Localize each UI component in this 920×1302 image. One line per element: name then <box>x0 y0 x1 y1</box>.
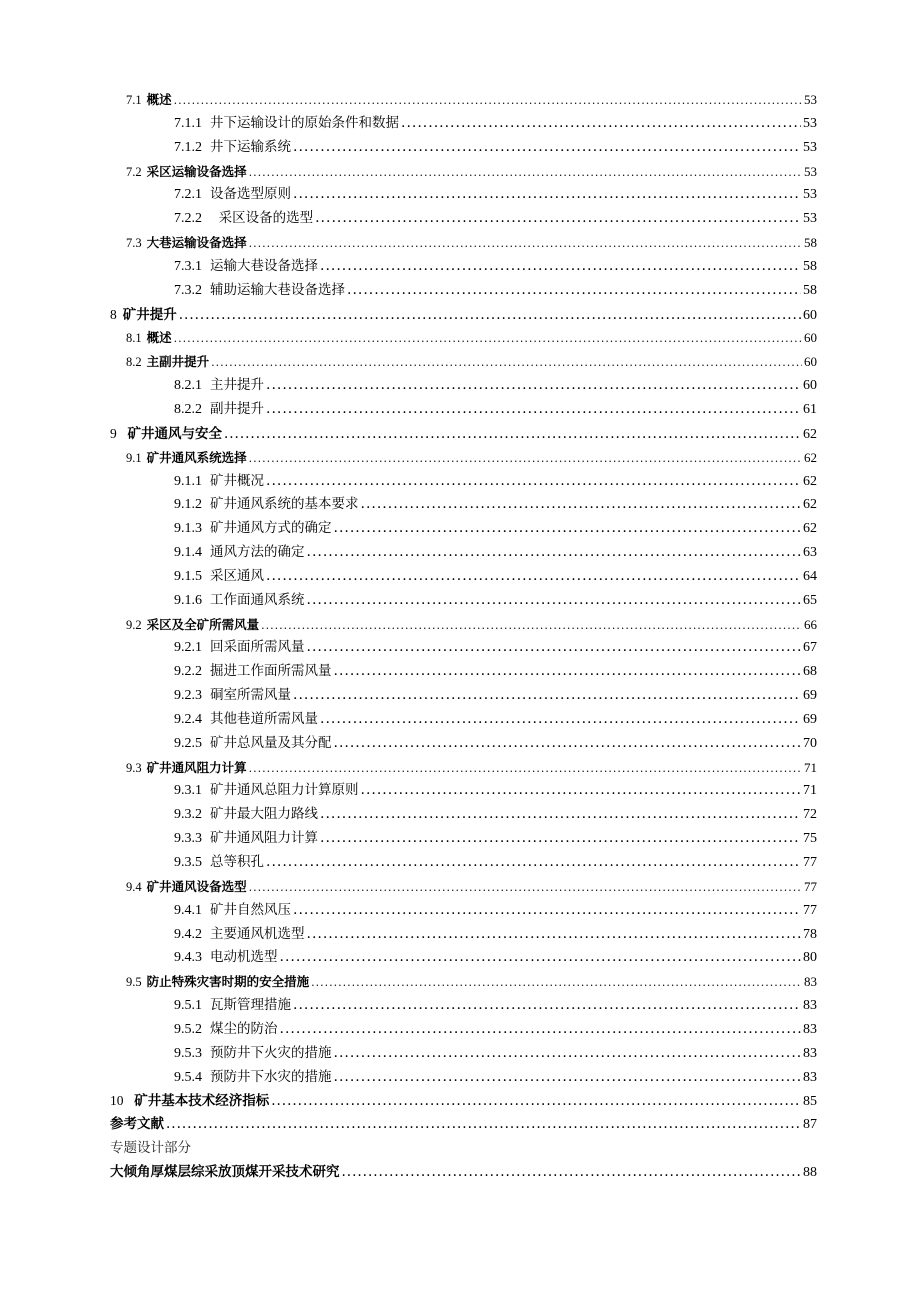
toc-entry[interactable] <box>174 1042 817 1066</box>
toc-entry-number: 9.4.3 <box>174 950 202 966</box>
toc-entry[interactable] <box>126 970 817 994</box>
toc-entry[interactable] <box>174 946 817 970</box>
toc-entry-title: 矿井通风总阻力计算原则 <box>210 782 359 799</box>
toc-entry-title: 总等积孔 <box>210 854 264 870</box>
toc-dot-leader <box>249 447 802 471</box>
toc-entry[interactable] <box>126 446 817 470</box>
toc-entry-number: 9.2.4 <box>174 711 202 727</box>
toc-entry-title: 主副井提升 <box>146 354 210 370</box>
toc-entry-title: 掘进工作面所需风量 <box>210 663 332 680</box>
toc-entry[interactable] <box>110 1089 817 1113</box>
toc-entry-title: 回采面所需风量 <box>210 639 305 656</box>
toc-entry[interactable] <box>126 160 817 184</box>
toc-entry-title: 专题设计部分 <box>110 1140 191 1157</box>
toc-dot-leader <box>166 1113 801 1137</box>
toc-entry-title: 预防井下火灾的措施 <box>210 1044 332 1061</box>
toc-entry-number: 7.2 <box>126 164 142 179</box>
toc-dot-leader <box>307 589 802 613</box>
toc-entry-page-number: 88 <box>803 1164 817 1180</box>
toc-entry[interactable] <box>174 112 817 136</box>
toc-entry-page-number: 78 <box>803 926 817 942</box>
toc-entry[interactable] <box>174 923 817 947</box>
toc-dot-leader <box>249 232 802 256</box>
toc-entry-title: 矿井最大阻力路线 <box>210 806 318 823</box>
toc-dot-leader <box>174 89 802 113</box>
toc-entry-number: 9.2.5 <box>174 735 202 751</box>
toc-entry[interactable] <box>174 398 817 422</box>
toc-entry[interactable] <box>174 851 817 875</box>
toc-dot-leader <box>293 899 801 923</box>
toc-entry[interactable] <box>174 899 817 923</box>
toc-entry[interactable] <box>174 517 817 541</box>
toc-dot-leader <box>266 851 801 875</box>
toc-entry-page-number: 77 <box>803 902 817 918</box>
toc-dot-leader <box>293 136 801 160</box>
toc-entry[interactable] <box>174 470 817 494</box>
toc-entry-title: 矿井通风设备选型 <box>146 878 247 894</box>
toc-entry-page-number: 53 <box>803 211 817 227</box>
toc-entry-page-number: 66 <box>804 616 817 632</box>
toc-entry-number: 9.4.1 <box>174 902 202 918</box>
toc-entry-title: 井下运输系统 <box>210 138 291 155</box>
toc-dot-leader <box>307 541 802 565</box>
toc-entry-page-number: 64 <box>803 568 817 584</box>
toc-entry-page-number: 62 <box>804 449 817 465</box>
toc-dot-leader <box>307 923 802 947</box>
toc-entry-number: 9.1.3 <box>174 521 202 537</box>
table-of-contents <box>0 88 920 1185</box>
toc-entry-title: 其他巷道所需风量 <box>210 710 318 727</box>
toc-entry[interactable] <box>110 1113 817 1137</box>
toc-dot-leader <box>320 827 801 851</box>
toc-entry-number: 7.3.1 <box>174 258 202 274</box>
toc-entry-page-number: 60 <box>804 330 817 346</box>
toc-dot-leader <box>249 757 802 781</box>
toc-entry[interactable] <box>174 636 817 660</box>
toc-dot-leader <box>271 1090 801 1114</box>
toc-entry[interactable] <box>174 1018 817 1042</box>
toc-entry-number: 9.1.6 <box>174 592 202 608</box>
toc-entry-number: 7.1.1 <box>174 115 202 131</box>
toc-entry-page-number: 83 <box>803 1021 817 1037</box>
toc-entry[interactable] <box>174 803 817 827</box>
toc-entry-number: 9.1.5 <box>174 568 202 584</box>
toc-entry-number: 9.3.3 <box>174 831 202 847</box>
toc-entry-title: 煤尘的防治 <box>210 1020 278 1037</box>
toc-entry[interactable] <box>174 183 817 207</box>
toc-entry-page-number: 85 <box>803 1094 817 1110</box>
toc-dot-leader <box>342 1161 802 1185</box>
toc-entry-title: 采区通风 <box>210 567 264 584</box>
toc-entry-page-number: 53 <box>803 187 817 203</box>
toc-entry-page-number: 62 <box>803 497 817 513</box>
toc-entry-title: 矿井通风阻力计算 <box>146 759 247 775</box>
toc-entry-number: 9.1 <box>126 450 142 465</box>
toc-entry-number: 7.1.2 <box>174 139 202 155</box>
toc-dot-leader <box>334 1066 802 1090</box>
toc-entry-number: 9.3 <box>126 760 142 775</box>
toc-entry-page-number: 77 <box>803 855 817 870</box>
toc-entry-number: 10 <box>110 1093 124 1109</box>
toc-entry[interactable] <box>110 1161 817 1185</box>
toc-entry-page-number: 62 <box>803 426 817 442</box>
toc-dot-leader <box>293 183 801 207</box>
toc-entry-number: 9.1.2 <box>174 497 202 513</box>
toc-entry-title: 矿井通风方式的确定 <box>210 520 332 537</box>
toc-entry-title: 设备选型原则 <box>210 186 291 203</box>
toc-entry[interactable] <box>126 613 817 637</box>
toc-dot-leader <box>266 398 801 422</box>
toc-dot-leader <box>334 517 802 541</box>
toc-entry[interactable] <box>110 303 817 327</box>
toc-entry-title: 大巷运输设备选择 <box>146 235 247 251</box>
toc-entry-number: 9.5 <box>126 975 142 990</box>
toc-entry-title: 矿井概况 <box>210 472 264 489</box>
toc-entry-title: 主要通风机选型 <box>210 925 305 942</box>
toc-entry[interactable] <box>126 350 817 374</box>
toc-entry-number: 9.2.1 <box>174 640 202 656</box>
toc-entry[interactable] <box>174 827 817 851</box>
toc-entry[interactable] <box>126 88 817 112</box>
toc-entry-page-number: 83 <box>804 974 817 990</box>
toc-entry-title: 矿井通风阻力计算 <box>210 830 318 847</box>
toc-entry-title: 瓦斯管理措施 <box>210 997 291 1014</box>
toc-dot-leader <box>320 255 801 279</box>
toc-entry-title: 矿井通风与安全 <box>122 425 222 442</box>
toc-entry[interactable] <box>174 660 817 684</box>
toc-entry-number: 9.4.2 <box>174 926 202 942</box>
toc-entry-title: 矿井总风量及其分配 <box>210 734 332 751</box>
toc-entry-page-number: 72 <box>803 807 817 823</box>
toc-entry-number: 8.1 <box>126 331 142 346</box>
toc-entry-page-number: 77 <box>804 878 817 894</box>
toc-dot-leader <box>261 614 802 638</box>
toc-dot-leader <box>320 708 801 732</box>
toc-entry-title: 工作面通风系统 <box>210 591 305 608</box>
toc-dot-leader <box>311 971 802 995</box>
toc-entry-number: 9.5.2 <box>174 1021 202 1037</box>
toc-entry[interactable] <box>174 255 817 279</box>
toc-entry[interactable] <box>110 422 817 446</box>
toc-entry-page-number: 53 <box>804 163 817 179</box>
toc-entry-page-number: 83 <box>803 1069 817 1085</box>
toc-entry[interactable] <box>174 493 817 517</box>
toc-entry-number: 9.5.4 <box>174 1069 202 1085</box>
toc-entry-title: 大倾角厚煤层综采放顶煤开采技术研究 <box>110 1163 340 1180</box>
toc-dot-leader <box>334 1042 802 1066</box>
toc-entry-title: 矿井自然风压 <box>210 901 291 918</box>
toc-entry-number: 9.5.1 <box>174 998 202 1014</box>
toc-dot-leader <box>401 112 801 136</box>
toc-entry-page-number: 70 <box>803 735 817 751</box>
toc-entry-number: 9.3.1 <box>174 783 202 799</box>
toc-entry[interactable] <box>174 708 817 732</box>
toc-entry-number: 9.2.3 <box>174 688 202 704</box>
toc-entry-page-number: 58 <box>803 258 817 274</box>
toc-entry-page-number: 69 <box>803 711 817 727</box>
toc-entry-number: 9.4 <box>126 879 142 894</box>
toc-entry-page-number: 60 <box>804 354 817 370</box>
toc-entry-number: 8 <box>110 306 117 322</box>
toc-entry[interactable] <box>174 732 817 756</box>
toc-entry-number: 7.2.1 <box>174 187 202 203</box>
toc-entry[interactable] <box>174 1066 817 1090</box>
toc-dot-leader <box>307 636 802 660</box>
toc-entry[interactable] <box>126 875 817 899</box>
toc-entry-page-number: 68 <box>803 664 817 680</box>
toc-entry-number: 9.3.2 <box>174 807 202 823</box>
toc-entry[interactable] <box>174 207 817 231</box>
toc-entry-number: 9.1.1 <box>174 473 202 489</box>
toc-dot-leader <box>266 565 801 589</box>
toc-entry[interactable] <box>174 994 817 1018</box>
toc-entry-title: 辅助运输大巷设备选择 <box>210 281 345 298</box>
toc-entry-page-number: 58 <box>803 282 817 298</box>
toc-entry-page-number: 80 <box>803 950 817 966</box>
toc-dot-leader <box>280 1018 802 1042</box>
toc-entry[interactable] <box>174 279 817 303</box>
toc-entry[interactable] <box>174 684 817 708</box>
toc-entry-page-number: 53 <box>803 139 817 155</box>
toc-dot-leader <box>334 732 802 756</box>
toc-entry-page-number: 53 <box>803 115 817 131</box>
toc-dot-leader <box>174 327 802 351</box>
toc-dot-leader <box>266 470 801 494</box>
toc-entry-number: 9.1.4 <box>174 545 202 561</box>
toc-entry-page-number: 58 <box>804 235 817 251</box>
toc-dot-leader <box>266 374 801 398</box>
toc-dot-leader <box>293 994 801 1018</box>
toc-entry[interactable] <box>174 374 817 398</box>
toc-entry-page-number: 62 <box>803 521 817 537</box>
toc-dot-leader <box>315 207 801 231</box>
toc-entry-number: 7.3 <box>126 236 142 251</box>
toc-entry[interactable] <box>174 136 817 160</box>
toc-entry-title: 采区及全矿所需风量 <box>146 616 260 632</box>
toc-entry-page-number: 71 <box>803 783 817 799</box>
toc-dot-leader <box>361 779 802 803</box>
toc-entry-title: 概述 <box>146 330 172 346</box>
toc-entry[interactable] <box>126 326 817 350</box>
toc-dot-leader <box>334 660 802 684</box>
toc-entry-number: 9 <box>110 425 117 441</box>
toc-entry-page-number: 61 <box>803 401 817 417</box>
toc-entry-title: 井下运输设计的原始条件和数据 <box>210 114 399 131</box>
toc-entry-title: 防止特殊灾害时期的安全措施 <box>146 974 310 990</box>
toc-dot-leader <box>293 684 801 708</box>
toc-entry-page-number: 53 <box>804 92 817 107</box>
toc-entry-number: 8.2.2 <box>174 401 202 417</box>
toc-entry-title: 采区设备的选型 <box>210 210 314 227</box>
toc-entry[interactable] <box>174 589 817 613</box>
toc-entry-title: 运输大巷设备选择 <box>210 257 318 274</box>
toc-entry-page-number: 83 <box>803 1045 817 1061</box>
toc-entry-page-number: 71 <box>804 759 817 775</box>
toc-entry-title: 矿井通风系统选择 <box>146 449 247 465</box>
toc-dot-leader <box>224 423 801 447</box>
toc-dot-leader <box>249 876 802 900</box>
toc-entry-title: 主井提升 <box>210 377 264 394</box>
toc-entry-page-number: 60 <box>803 378 817 394</box>
toc-entry-title: 概述 <box>146 92 172 107</box>
toc-entry-number: 8.2.1 <box>174 378 202 394</box>
toc-dot-leader <box>211 351 802 375</box>
toc-entry-number: 7.1 <box>126 93 142 107</box>
toc-entry-title: 采区运输设备选择 <box>146 163 247 179</box>
toc-entry-number: 9.5.3 <box>174 1045 202 1061</box>
toc-entry-number: 7.2.2 <box>174 211 202 227</box>
toc-entry-title: 参考文献 <box>110 1116 164 1133</box>
toc-entry[interactable] <box>174 541 817 565</box>
toc-entry[interactable] <box>110 1137 817 1161</box>
toc-entry-number: 9.3.5 <box>174 855 202 870</box>
toc-entry-title: 矿井通风系统的基本要求 <box>210 496 359 513</box>
toc-entry-page-number: 62 <box>803 473 817 489</box>
toc-entry-page-number: 63 <box>803 545 817 561</box>
toc-dot-leader <box>179 304 801 328</box>
toc-entry-page-number: 69 <box>803 688 817 704</box>
toc-entry-page-number: 83 <box>803 998 817 1014</box>
toc-entry-page-number: 60 <box>803 307 817 323</box>
toc-entry-title: 硐室所需风量 <box>210 687 291 704</box>
toc-entry-page-number: 75 <box>803 831 817 847</box>
toc-dot-leader <box>320 803 801 827</box>
toc-dot-leader <box>249 161 802 185</box>
toc-entry[interactable] <box>174 779 817 803</box>
toc-dot-leader <box>347 279 801 303</box>
toc-entry-title: 矿井基本技术经济指标 <box>129 1093 270 1110</box>
toc-dot-leader <box>361 493 802 517</box>
toc-entry-title: 副井提升 <box>210 400 264 417</box>
toc-entry[interactable] <box>126 756 817 780</box>
toc-entry-number: 7.3.2 <box>174 282 202 298</box>
toc-entry-title: 矿井提升 <box>122 306 177 323</box>
toc-entry[interactable] <box>126 231 817 255</box>
toc-entry-page-number: 67 <box>803 640 817 656</box>
toc-entry-title: 通风方法的确定 <box>210 544 305 561</box>
toc-entry-page-number: 65 <box>803 592 817 608</box>
toc-dot-leader <box>280 946 802 970</box>
toc-entry-page-number: 87 <box>803 1117 817 1133</box>
toc-entry-number: 9.2.2 <box>174 664 202 680</box>
toc-entry[interactable] <box>174 565 817 589</box>
toc-entry-title: 预防井下水灾的措施 <box>210 1068 332 1085</box>
toc-entry-number: 8.2 <box>126 355 142 370</box>
toc-entry-number: 9.2 <box>126 617 142 632</box>
toc-entry-title: 电动机选型 <box>210 949 278 966</box>
